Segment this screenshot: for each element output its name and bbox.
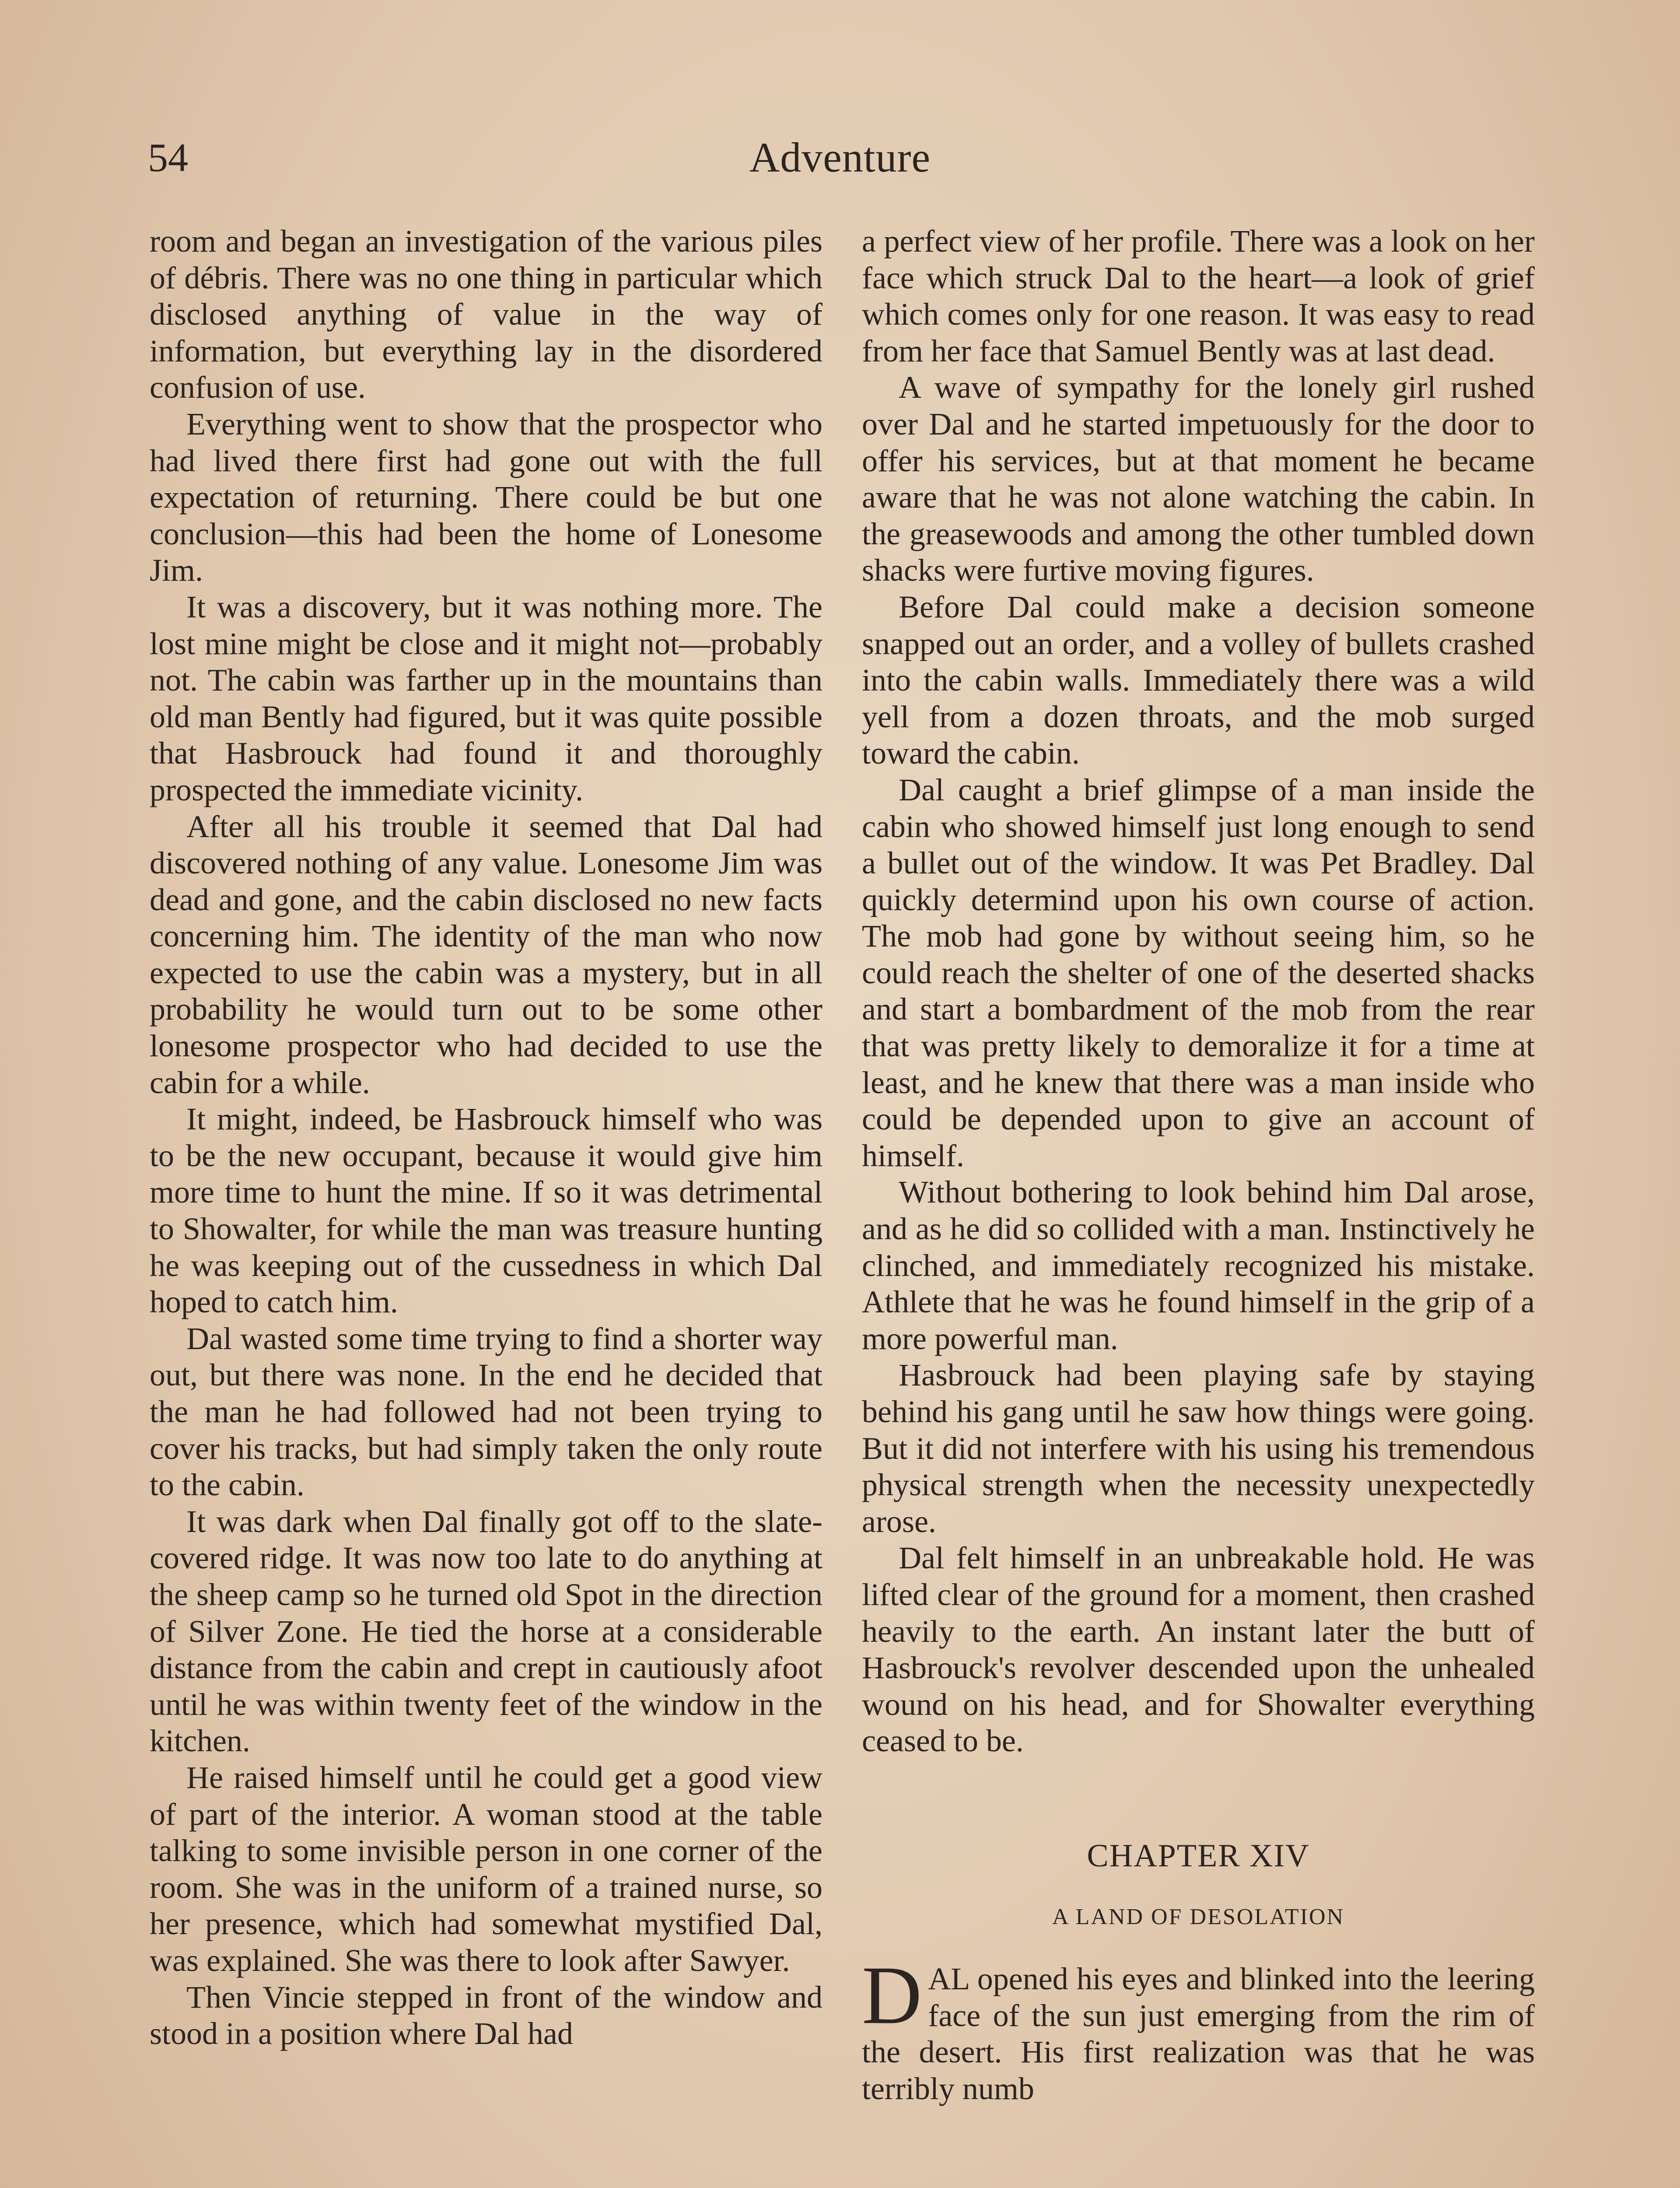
paragraph: Dal wasted some time trying to find a shorter way out, but there was none. In the end he decided that the man he had followed had not been trying to cover his tracks, but had simply taken the only route to the cabin. <box>150 1321 822 1503</box>
paragraph: Dal felt himself in an unbreakable hold. He was lifted clear of the ground for a moment, then crashed heavily to the earth. An instant later the butt of Hasbrouck's revolver descended upon the unhealed wound on his head, and for Showalter everything ceased to be. <box>862 1540 1535 1759</box>
running-title: Adventure <box>749 134 931 181</box>
paragraph: Hasbrouck had been playing safe by staying behind his gang until he saw how things were going. But it did not interfere with his using his tremendous physical strength when the necessity unexpectedly arose. <box>862 1357 1535 1539</box>
page-number: 54 <box>148 135 188 180</box>
paragraph: It might, indeed, be Hasbrouck himself who was to be the new occupant, because it would give him more time to hunt the mine. If so it was detrimental to Showalter, for while the man was treasure hunting he was keeping out of the cussedness in which Dal hoped to catch him. <box>150 1101 822 1320</box>
page-header <box>0 127 1680 188</box>
paragraph: It was a discovery, but it was nothing more. The lost mine might be close and it might not—probably not. The cabin was farther up in the mountains than old man Bently had figured, but it was quite possible that Hasbrouck had found it and thoroughly prospected the immediate vicinity. <box>150 589 822 807</box>
paragraph: Everything went to show that the prospector who had lived there first had gone out with the full expectation of returning. There could be but one conclusion—this had been the home of Lonesome Jim. <box>150 406 822 588</box>
paragraph: Before Dal could make a decision someone snapped out an order, and a volley of bullets crashed into the cabin walls. Immediately there was a wild yell from a dozen throats, and the mob surged toward the cabin. <box>862 589 1535 771</box>
paragraph: Dal caught a brief glimpse of a man inside the cabin who showed himself just long enough to send a bullet out of the window. It was Pet Bradley. Dal quickly determind upon his own course of action. The mob had gone by without seeing him, so he could reach the shelter of one of the deserted shacks and start a bombardment of the mob from the rear that was pretty likely to demoralize it for a time at least, and he knew that there was a man inside who could be depended upon to give an account of himself. <box>862 772 1535 1173</box>
chapter-opening-paragraph <box>862 1949 1535 2107</box>
chapter-subtitle: A LAND OF DESOLATION <box>1052 1904 1345 1929</box>
paragraph: Then Vincie stepped in front of the window and stood in a position where Dal had <box>150 1979 822 2051</box>
paragraph: Without bothering to look behind him Dal arose, and as he did so collided with a man. Instinctively he clinched, and immediately recognized his mistake. Athlete that he was he found himself in the grip of a more powerful man. <box>862 1175 1535 1356</box>
left-column <box>150 223 822 2052</box>
paragraph: It was dark when Dal finally got off to the slate-covered ridge. It was now too late to do anything at the sheep camp so he turned old Spot in the direction of Silver Zone. He tied the horse at a considerable distance from the cabin and crept in cautiously afoot until he was within twenty feet of the window in the kitchen. <box>150 1504 822 1759</box>
paragraph: After all his trouble it seemed that Dal had discovered nothing of any value. Lonesome Jim was dead and gone, and the cabin disclosed no new facts concerning him. The identity of the man who now expected to use the cabin was a mystery, but in all probability he would turn out to be some other lonesome prospector who had decided to use the cabin for a while. <box>150 809 822 1100</box>
right-column <box>862 223 1535 2107</box>
chapter-heading: CHAPTER XIV <box>1087 1837 1310 1874</box>
chapter-opening-text: AL opened his eyes and blinked into the leering face of the sun just emerging from the rim of the desert. His first realization was that he was terribly numb <box>862 1961 1535 2106</box>
paragraph: a perfect view of her profile. There was a look on her face which struck Dal to the heart—a look of grief which comes only for one reason. It was easy to read from her face that Samuel Bently was at last dead. <box>862 224 1535 368</box>
paragraph: A wave of sympathy for the lonely girl rushed over Dal and he started impetuously for the door to offer his services, but at that moment he became aware that he was not alone watching the cabin. In the greasewoods and among the other tumbled down shacks were furtive moving figures. <box>862 370 1535 588</box>
paragraph: He raised himself until he could get a good view of part of the interior. A woman stood at the table talking to some invisible person in one corner of the room. She was in the uniform of a trained nurse, so her presence, which had somewhat mystified Dal, was explained. She was there to look after Sawyer. <box>150 1760 822 1978</box>
paragraph: room and began an investigation of the various piles of débris. There was no one thing in particular which disclosed anything of value in the way of information, but everything lay in the disordered confusion of use. <box>150 224 822 405</box>
drop-cap: D <box>862 1949 922 2041</box>
